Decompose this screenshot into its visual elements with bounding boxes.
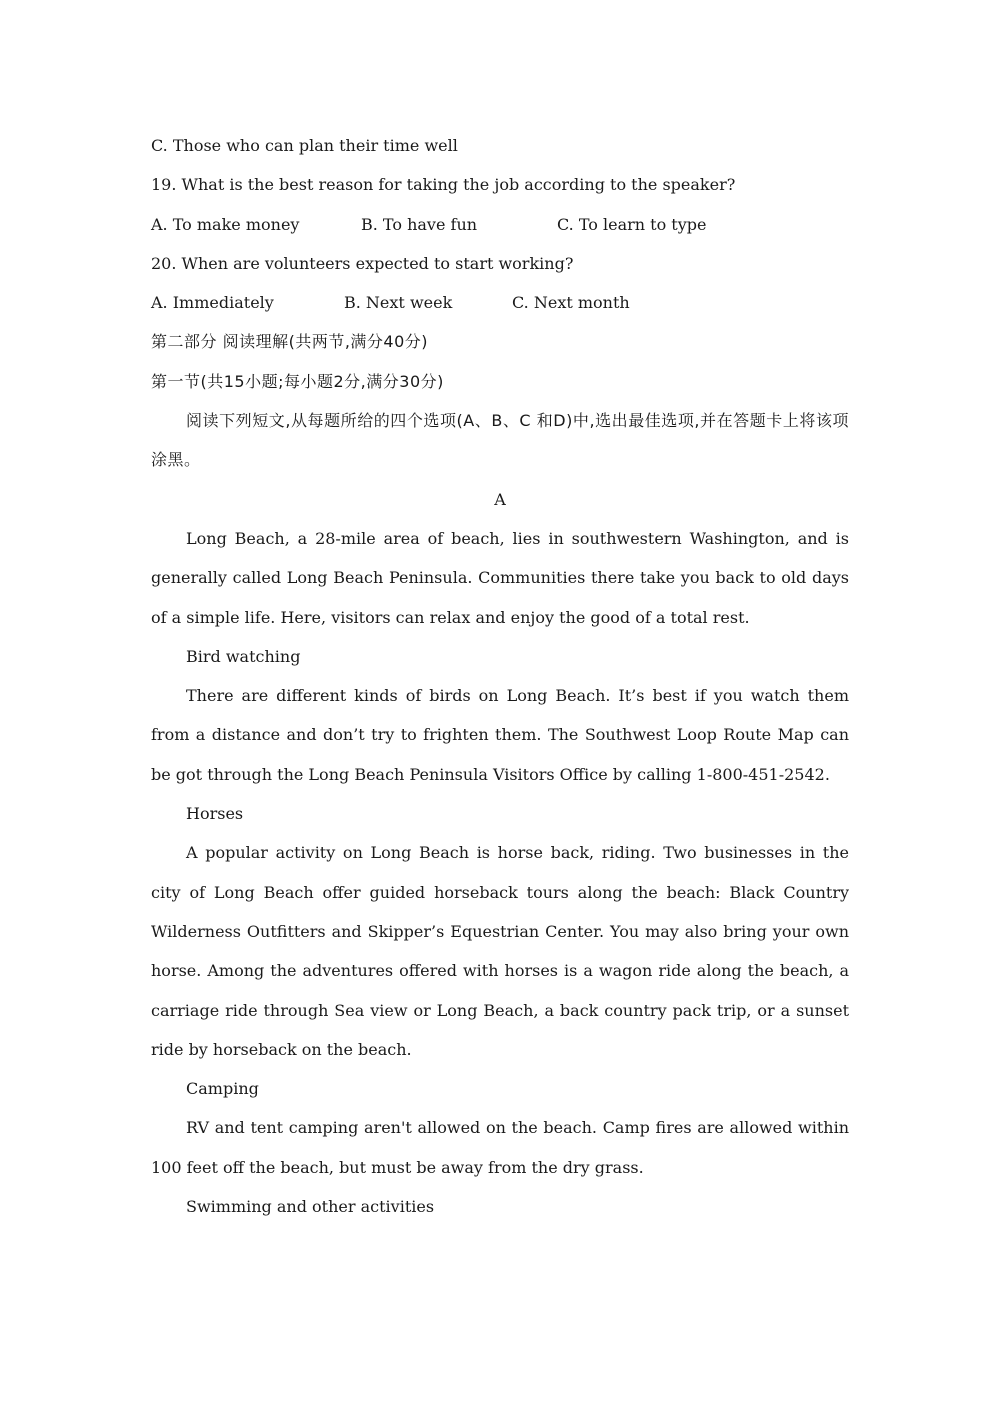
q19-option-a: A. To make money [151, 214, 300, 234]
q19-options [151, 205, 849, 244]
heading-bird-watching: Bird watching [186, 646, 301, 666]
q19-question: 19. What is the best reason for taking the job according to the speaker? [151, 175, 736, 195]
q19-option-c: C. To learn to type [557, 214, 707, 234]
heading-camping: Camping [186, 1079, 259, 1099]
q18-option-c: C. Those who can plan their time well [151, 136, 458, 155]
section1-title: 第一节(共15小题;每小题2分,满分30分) [151, 371, 444, 391]
q20-option-c: C. Next month [512, 293, 630, 313]
q20-question: 20. When are volunteers expected to start working? [151, 253, 574, 273]
body-horses: A popular activity on Long Beach is horse back, riding. Two businesses in the city of Long Beach offer guided horseback tours along the beach: Black Country Wilderness Outfitters and Skipper’s Equestrian Center. You may also bring your own horse. Among the adventures offered with horses is a wagon ride along the beach, a carriage ride through Sea view or Long Beach, a back country pack trip, or a sunset ride by horseback on the beach. [151, 843, 849, 1059]
heading-horses: Horses [186, 804, 244, 824]
body-bird-watching: There are different kinds of birds on Long Beach. It’s best if you watch them from a distance and don’t try to frighten them. The Southwest Loop Route Map can be got through the Long Beach Peninsula Visitors Office by calling 1-800-451-2542. [151, 686, 849, 784]
part2-title: 第二部分 阅读理解(共两节,满分40分) [151, 332, 429, 352]
q20-option-a: A. Immediately [151, 293, 274, 313]
body-camping: RV and tent camping aren't allowed on the beach. Camp fires are allowed within 100 feet off the beach, but must be away from the dry grass. [151, 1118, 849, 1177]
reading-instructions: 阅读下列短文,从每题所给的四个选项(A、B、C 和D)中,选出最佳选项,并在答题卡上将该项涂黑。 [151, 411, 849, 470]
passage-intro: Long Beach, a 28-mile area of beach, lies in southwestern Washington, and is generally called Long Beach Peninsula. Communities there take you back to old days of a simple life. Here, visitors can relax and enjoy the good of a total rest. [151, 528, 849, 627]
q20-option-b: B. Next week [344, 293, 453, 313]
passage-label: A [494, 489, 506, 509]
heading-swimming: Swimming and other activities [186, 1197, 435, 1217]
q19-option-b: B. To have fun [361, 214, 478, 234]
q20-options [151, 283, 849, 322]
document-page [151, 126, 849, 1226]
